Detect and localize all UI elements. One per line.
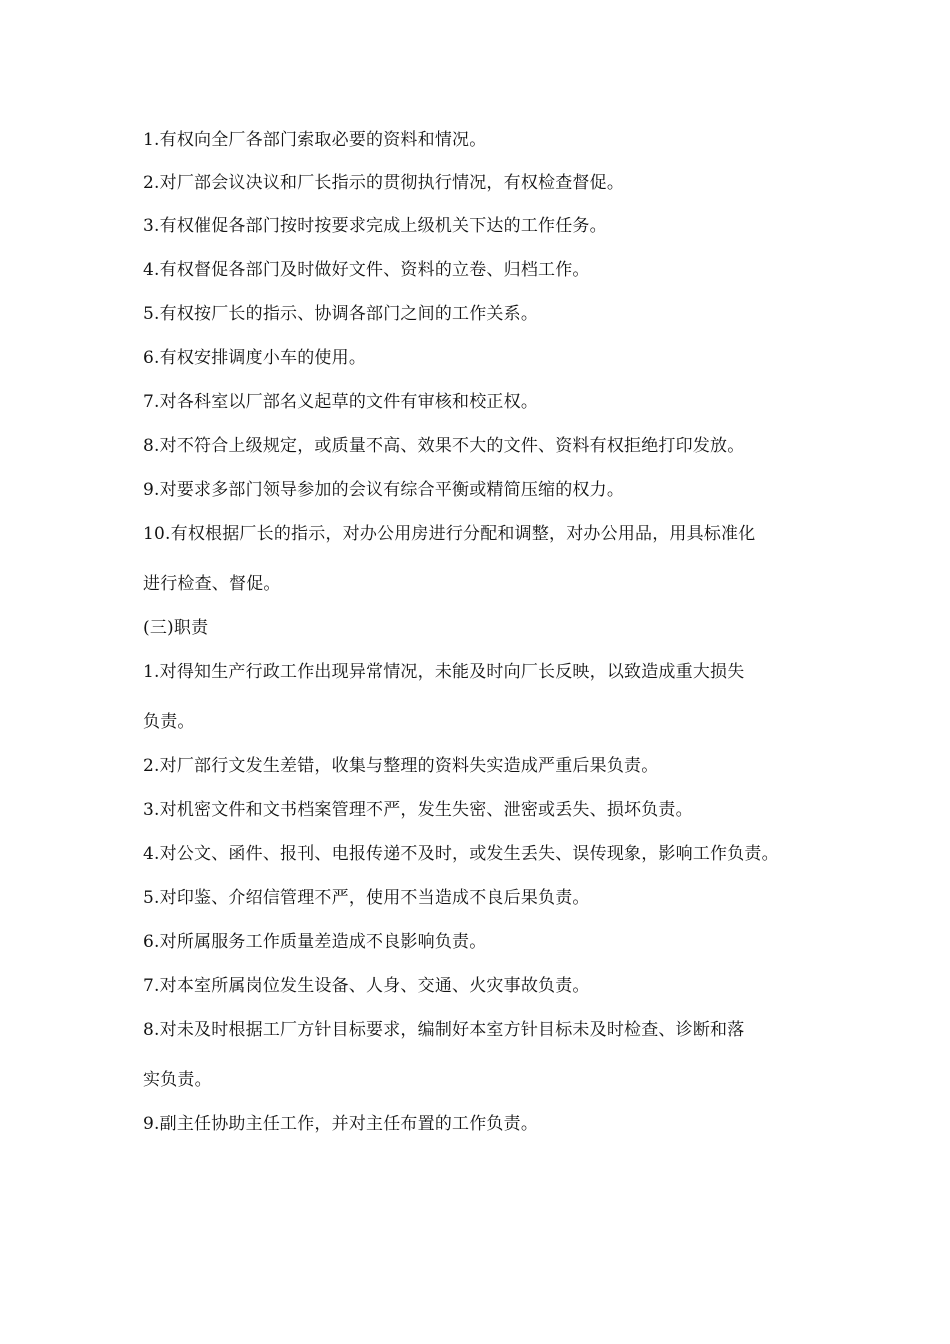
- duties-item-6: 6.对所属服务工作质量差造成不良影响负责。: [143, 932, 487, 952]
- rights-item-3: 3.有权催促各部门按时按要求完成上级机关下达的工作任务。: [143, 216, 607, 236]
- duties-item-2: 2.对厂部行文发生差错，收集与整理的资料失实造成严重后果负责。: [143, 756, 659, 776]
- rights-item-1: 1.有权向全厂各部门索取必要的资料和情况。: [143, 130, 487, 150]
- duties-item-3: 3.对机密文件和文书档案管理不严，发生失密、泄密或丢失、损坏负责。: [143, 800, 693, 820]
- duties-item-1-continued: 负责。: [143, 712, 195, 732]
- duties-item-5: 5.对印鉴、介绍信管理不严，使用不当造成不良后果负责。: [143, 888, 590, 908]
- duties-heading: (三)职责: [143, 618, 209, 638]
- duties-item-1: 1.对得知生产行政工作出现异常情况，未能及时向厂长反映，以致造成重大损失: [143, 662, 745, 682]
- rights-item-10: 10.有权根据厂长的指示，对办公用房进行分配和调整，对办公用品，用具标准化: [143, 524, 756, 544]
- rights-item-9: 9.对要求多部门领导参加的会议有综合平衡或精简压缩的权力。: [143, 480, 625, 500]
- rights-item-7: 7.对各科室以厂部名义起草的文件有审核和校正权。: [143, 392, 539, 412]
- rights-item-5: 5.有权按厂长的指示、协调各部门之间的工作关系。: [143, 304, 539, 324]
- rights-item-10-continued: 进行检查、督促。: [143, 574, 281, 594]
- rights-item-2: 2.对厂部会议决议和厂长指示的贯彻执行情况，有权检查督促。: [143, 173, 625, 193]
- duties-item-7: 7.对本室所属岗位发生设备、人身、交通、火灾事故负责。: [143, 976, 590, 996]
- duties-item-8: 8.对未及时根据工厂方针目标要求，编制好本室方针目标未及时检查、诊断和落: [143, 1020, 745, 1040]
- duties-item-9: 9.副主任协助主任工作，并对主任布置的工作负责。: [143, 1114, 539, 1134]
- rights-item-6: 6.有权安排调度小车的使用。: [143, 348, 367, 368]
- rights-item-8: 8.对不符合上级规定，或质量不高、效果不大的文件、资料有权拒绝打印发放。: [143, 436, 745, 456]
- duties-item-8-continued: 实负责。: [143, 1070, 212, 1090]
- rights-item-4: 4.有权督促各部门及时做好文件、资料的立卷、归档工作。: [143, 260, 590, 280]
- duties-item-4: 4.对公文、函件、报刊、电报传递不及时，或发生丢失、误传现象，影响工作负责。: [143, 844, 779, 864]
